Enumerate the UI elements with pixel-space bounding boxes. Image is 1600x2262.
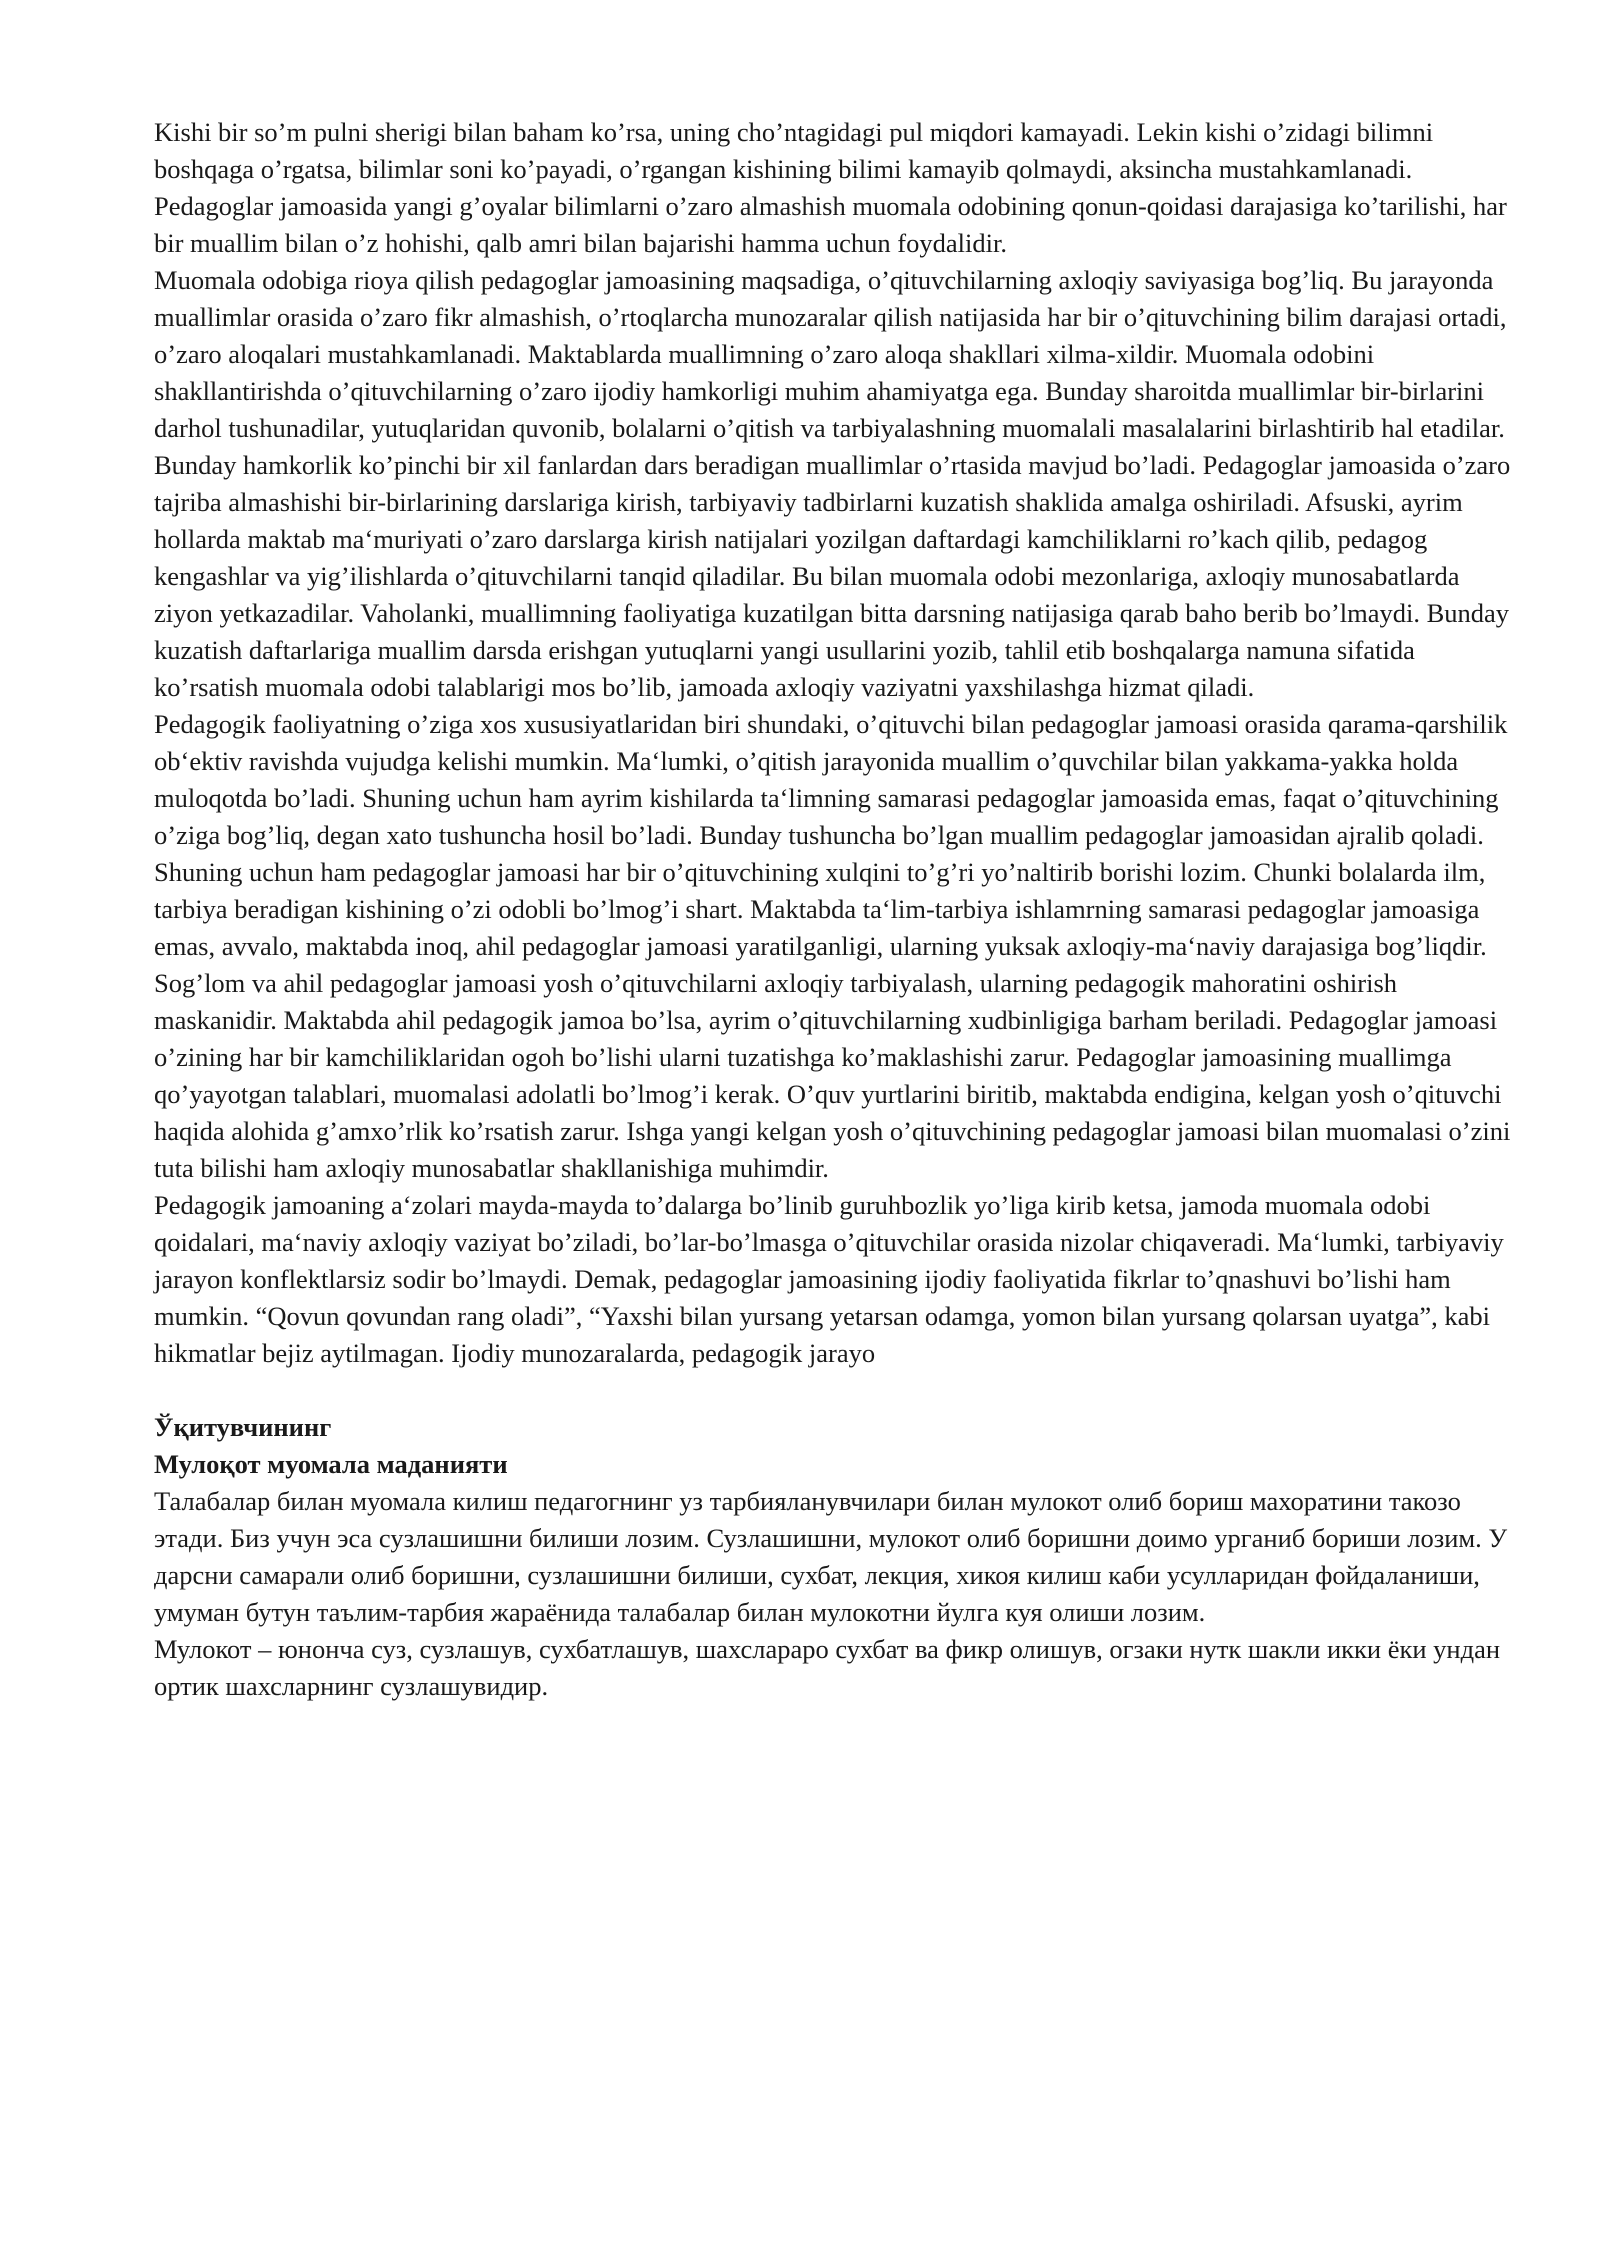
paragraph-new-ideas: Pedagoglar jamoasida yangi g’oyalar bilimlarni o’zaro almashish muomala odobining qonun-qoidasi darajasiga ko’tarilishi, har bir muallim bilan o’z hohishi, qalb amri bilan bajarishi hamma uchun foydalidir. <box>154 191 1507 258</box>
paragraph-communication-ethics: Muomala odobiga rioya qilish pedagoglar jamoasining maqsadiga, o’qituvchilarning axloqiy saviyasiga bog’liq. Bu jarayonda muallimlar orasida o’zaro fikr almashish, o’rtoqlarcha munozaralar qilish natijasida har bir o’qituvchining bilim darajasi ortadi, o’zaro aloqalari mustahkamlanadi. Maktablarda muallimning o’zaro aloqa shakllari xilma-xildir. Muomala odobini shakllantirishda o’qituvchilarning o’zaro ijodiy hamkorligi muhim ahamiyatga ega. Bunday sharoitda muallimlar bir-birlarini darhol tushunadilar, yutuqlaridan quvonib, bolalarni o’qitish va tarbiyalashning muomalali masalalarini birlashtirib hal etadilar. Bunday hamkorlik ko’pinchi bir xil fanlardan dars beradigan muallimlar o’rtasida mavjud bo’ladi. Pedagoglar jamoasida o’zaro tajriba almashishi bir-birlarining darslariga kirish, tarbiyaviy tadbirlarni kuzatish shaklida amalga oshiriladi. Afsuski, ayrim hollarda maktab ma‘muriyati o’zaro darslarga kirish natijalari yozilgan daftardagi kamchiliklarni ro’kach qilib, pedagog kengashlar va yig’ilishlarda o’qituvchilarni tanqid qiladilar. Bu bilan muomala odobi mezonlariga, axloqiy munosabatlarda ziyon yetkazadilar. Vaholanki, muallimning faoliyatiga kuzatilgan bitta darsning natijasiga qarab baho berib bo’lmaydi. Bunday kuzatish daftarlariga muallim darsda erishgan yutuqlarni yangi usullarini yozib, tahlil etib boshqalarga namuna sifatida ko’rsatish muomala odobi talablarigi mos bo’lib, jamoada axloqiy vaziyatni yaxshilashga hizmat qiladi. <box>154 265 1511 702</box>
section-spacer <box>154 1372 1514 1409</box>
paragraph-healthy-collective: Sog’lom va ahil pedagoglar jamoasi yosh o’qituvchilarni axloqiy tarbiyalash, ularning pedagogik mahoratini oshirish maskanidir. Maktabda ahil pedagogik jamoa bo’lsa, ayrim o’qituvchilarning xudbinligiga barham beriladi. Pedagoglar jamoasi o’zining har bir kamchiliklaridan ogoh bo’lishi ularni tuzatishga ko’maklashishi zarur. Pedagoglar jamoasining muallimga qo’yayotgan talablari, muomalasi adolatli bo’lmog’i kerak. O’quv yurtlarini biritib, maktabda endigina, kelgan yosh o’qituvchi haqida alohida g’amxo’rlik ko’rsatish zarur. Ishga yangi kelgan yosh o’qituvchining pedagoglar jamoasi bilan muomalasi o’zini tuta bilishi ham axloqiy munosabatlar shakllanishiga muhimdir. <box>154 968 1511 1183</box>
paragraph-knowledge-sharing: Kishi bir so’m pulni sherigi bilan baham ko’rsa, uning cho’ntagidagi pul miqdori kamayadi. Lekin kishi o’zidagi bilimni boshqaga o’rgatsa, bilimlar soni ko’payadi, o’rgangan kishining bilimi kamayib qolmaydi, aksincha mustahkamlanadi. <box>154 117 1434 184</box>
document-page <box>154 114 1514 1705</box>
section-heading-line1: Ўқитувчининг <box>154 1412 332 1442</box>
paragraph-pedagogical-activity: Pedagogik faoliyatning o’ziga xos xususiyatlaridan biri shundaki, o’qituvchi bilan pedagoglar jamoasi orasida qarama-qarshilik ob‘ektiv ravishda vujudga kelishi mumkin. Ma‘lumki, o’qitish jarayonida muallim o’quvchilar bilan yakkama-yakka holda muloqotda bo’ladi. Shuning uchun ham ayrim kishilarda ta‘limning samarasi pedagoglar jamoasida emas, faqat o’qituvchining o’ziga bog’liq, degan xato tushuncha hosil bo’ladi. Bunday tushuncha bo’lgan muallim pedagoglar jamoasidan ajralib qoladi. Shuning uchun ham pedagoglar jamoasi har bir o’qituvchining xulqini to’g’ri yo’naltirib borishi lozim. Chunki bolalarda ilm, tarbiya beradigan kishining o’zi odobli bo’lmog’i shart. Maktabda ta‘lim-tarbiya ishlamrning samarasi pedagoglar jamoasiga emas, avvalo, maktabda inoq, ahil pedagoglar jamoasi yaratilganligi, ularning yuksak axloqiy-ma‘naviy darajasiga bog’liqdir. <box>154 709 1508 961</box>
paragraph-student-communication: Талабалар билан муомала килиш педагогнинг уз тарбияланувчилари билан мулокот олиб бориш махоратини такозо этади. Биз учун эса сузлашишни билиши лозим. Сузлашишни, мулокот олиб боришни доимо урганиб бориши лозим. У дарсни самарали олиб боришни, сузлашишни билиши, сухбат, лекция, хикоя килиш каби усулларидан фойдаланиши, умуман бутун таълим-тарбия жараёнида талабалар билан мулокотни йулга куя олиши лозим. <box>154 1486 1508 1627</box>
paragraph-collective-conflicts: Pedagogik jamoaning a‘zolari mayda-mayda to’dalarga bo’linib guruhbozlik yo’liga kirib ketsa, jamoda muomala odobi qoidalari, ma‘naviy axloqiy vaziyat bo’ziladi, bo’lar-bo’lmasga o’qituvchilar orasida nizolar chiqaveradi. Ma‘lumki, tarbiyaviy jarayon konflektlarsiz sodir bo’lmaydi. Demak, pedagoglar jamoasining ijodiy faoliyatida fikrlar to’qnashuvi bo’lishi ham mumkin. “Qovun qovundan rang oladi”, “Yaxshi bilan yursang yetarsan odamga, yomon bilan yursang qolarsan uyatga”, kabi hikmatlar bejiz aytilmagan. Ijodiy munozaralarda, pedagogik jarayo <box>154 1190 1504 1368</box>
section-heading-line2: Мулоқот муомала маданияти <box>154 1449 508 1479</box>
paragraph-dialogue-definition: Мулокот – юнонча суз, сузлашув, сухбатлашув, шахсларaро сухбат ва фикр олишув, огзаки нутк шакли икки ёки ундан ортик шахсларнинг сузлашувидир. <box>154 1634 1501 1701</box>
